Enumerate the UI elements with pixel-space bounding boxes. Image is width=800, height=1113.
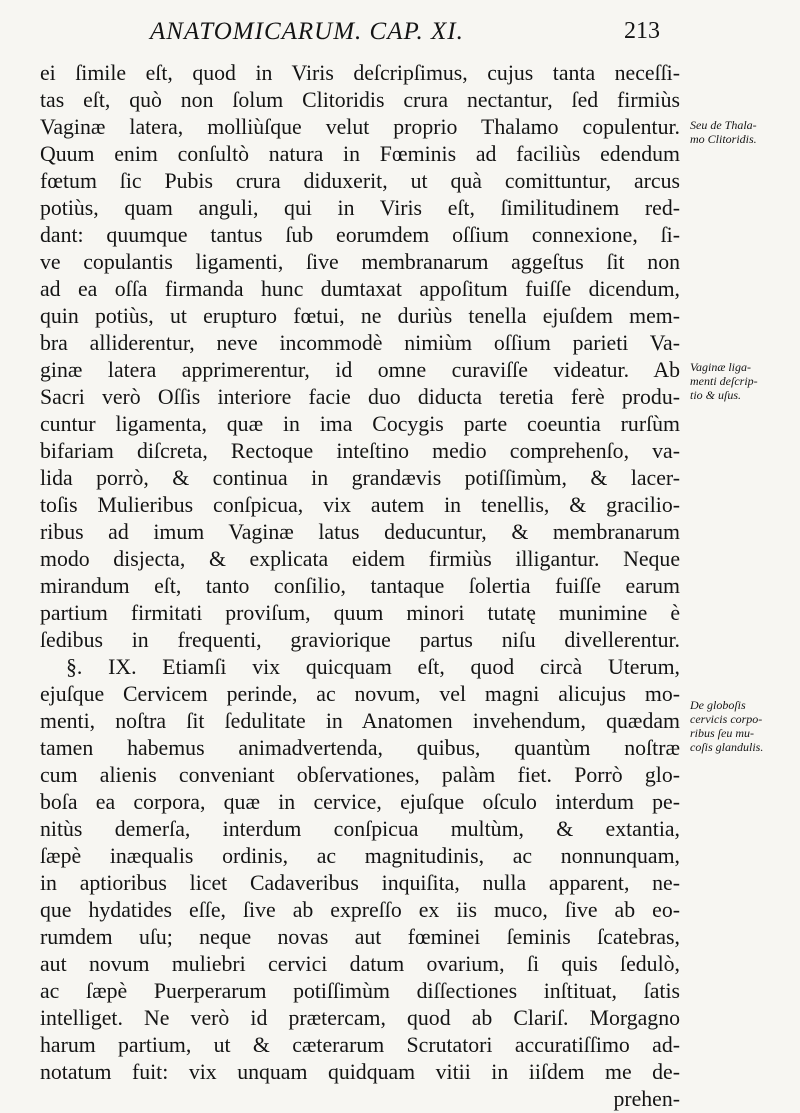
text-line: lida porrò, & continua in grandævis potiſſimùm, & lacer- <box>40 466 680 490</box>
marginal-note-line: ribus ſeu mu- <box>690 726 754 740</box>
page-number: 213 <box>624 18 660 44</box>
text-line: Vaginæ latera, molliùſque velut proprio Thalamo copulentur. <box>40 115 680 139</box>
text-line: rumdem uſu; neque novas aut fœminei ſeminis ſcatebras, <box>40 925 680 949</box>
text-line: ac ſæpè Puerperarum potiſſimùm diſſectiones inſtituat, ſatis <box>40 979 680 1003</box>
text-line: nitùs demerſa, interdum conſpicua multùm, & extantia, <box>40 817 680 841</box>
text-line: ſæpè inæqualis ordinis, ac magnitudinis, ac nonnunquam, <box>40 844 680 868</box>
text-line: partium firmitati proviſum, quum minori tutatę munimine è <box>40 601 680 625</box>
text-line: tamen habemus animadvertenda, quibus, quantùm noſtræ <box>40 736 680 760</box>
text-line: quin potiùs, ut erupturo fœtui, ne duriùs tenella ejuſdem mem- <box>40 304 680 328</box>
text-line: Quum enim conſultò natura in Fœminis ad faciliùs edendum <box>40 142 680 166</box>
text-line: toſis Mulieribus conſpicua, vix autem in tenellis, & graciliо- <box>40 493 680 517</box>
text-line: tas eſt, quò non ſolum Clitoridis crura nectantur, ſed firmiùs <box>40 88 680 112</box>
text-line: bifariam diſcreta, Rectoque inteſtino medio comprehenſo, va- <box>40 439 680 463</box>
marginal-note-line: menti deſcrip- <box>690 374 758 388</box>
text-line: in aptioribus licet Cadaveribus inquiſita, nulla apparent, ne- <box>40 871 680 895</box>
text-line: ejuſque Cervicem perinde, ac novum, vel magni alicujus mo- <box>40 682 680 706</box>
text-line: fœtum ſic Pubis crura diduxerit, ut quà comittuntur, arcus <box>40 169 680 193</box>
text-line: Sacri verò Oſſis interiore facie duo diducta teretia ferè produ- <box>40 385 680 409</box>
page-header <box>150 12 660 52</box>
text-line: ei ſimile eſt, quod in Viris deſcripſimus, cujus tanta neceſſi- <box>40 61 680 85</box>
marginal-note-thalamus <box>690 118 794 146</box>
marginal-note-cervical-bodies <box>690 698 794 754</box>
text-line: cum alienis conveniant obſervationes, palàm fiet. Porrò glo- <box>40 763 680 787</box>
text-line: ad ea oſſa firmanda hunc dumtaxat appoſitum fuiſſe dicendum, <box>40 277 680 301</box>
marginal-note-line: cervicis corpo- <box>690 712 763 726</box>
text-line: ribus ad imum Vaginæ latus deducuntur, & membranarum <box>40 520 680 544</box>
text-line: bra alliderentur, neve incommodè nimiùm oſſium parieti Va- <box>40 331 680 355</box>
running-head: ANATOMICARUM. CAP. XI. <box>150 18 464 45</box>
text-line: ginæ latera apprimerentur, id omne curaviſſe videatur. Ab <box>40 358 680 382</box>
marginal-note-line: mo Clitoridis. <box>690 132 757 146</box>
text-line: mirandum eſt, tanto conſilio, tantaque ſolertia fuiſſe earum <box>40 574 680 598</box>
main-text-block <box>40 60 680 1113</box>
text-line: aut novum muliebri cervici datum ovarium, ſi quis ſedulò, <box>40 952 680 976</box>
text-line: ſedibus in frequenti, graviorique partus niſu divellerentur. <box>40 628 680 652</box>
marginal-note-line: Seu de Thala- <box>690 118 757 132</box>
marginal-note-vaginal-ligaments <box>690 360 794 402</box>
text-line: ve copulantis ligamenti, ſive membranarum aggeſtus ſit non <box>40 250 680 274</box>
text-line: menti, noſtra ſit ſedulitate in Anatomen invehendum, quædam <box>40 709 680 733</box>
text-line: boſa ea corpora, quæ in cervice, ejuſque oſculo interdum pe- <box>40 790 680 814</box>
section-heading-line: §. IX. Etiamſi vix quicquam eſt, quod circà Uterum, <box>66 655 680 679</box>
catchword: prehen- <box>613 1087 680 1111</box>
text-line: harum partium, ut & cæterarum Scrutatori accuratiſſimo ad- <box>40 1033 680 1057</box>
text-line: potiùs, quam anguli, qui in Viris eſt, ſimilitudinem red- <box>40 196 680 220</box>
text-line: notatum fuit: vix unquam quidquam vitii in iiſdem me de- <box>40 1060 680 1084</box>
marginal-note-line: Vaginæ liga- <box>690 360 752 374</box>
marginal-note-line: tio & uſus. <box>690 388 742 402</box>
text-line: intelliget. Ne verò id prætercam, quod ab Clariſ. Morgagno <box>40 1006 680 1030</box>
marginal-note-line: coſis glandulis. <box>690 740 764 754</box>
marginal-note-line: De globoſis <box>690 698 746 712</box>
text-line: que hydatides eſſe, ſive ab expreſſo ex iis muco, ſive ab eo- <box>40 898 680 922</box>
text-line: dant: quumque tantus ſub eorumdem oſſium connexione, ſi- <box>40 223 680 247</box>
text-line: cuntur ligamenta, quæ in ima Cocygis parte coeuntia rurſùm <box>40 412 680 436</box>
text-line: modo disjecta, & explicata eidem firmiùs illigantur. Neque <box>40 547 680 571</box>
